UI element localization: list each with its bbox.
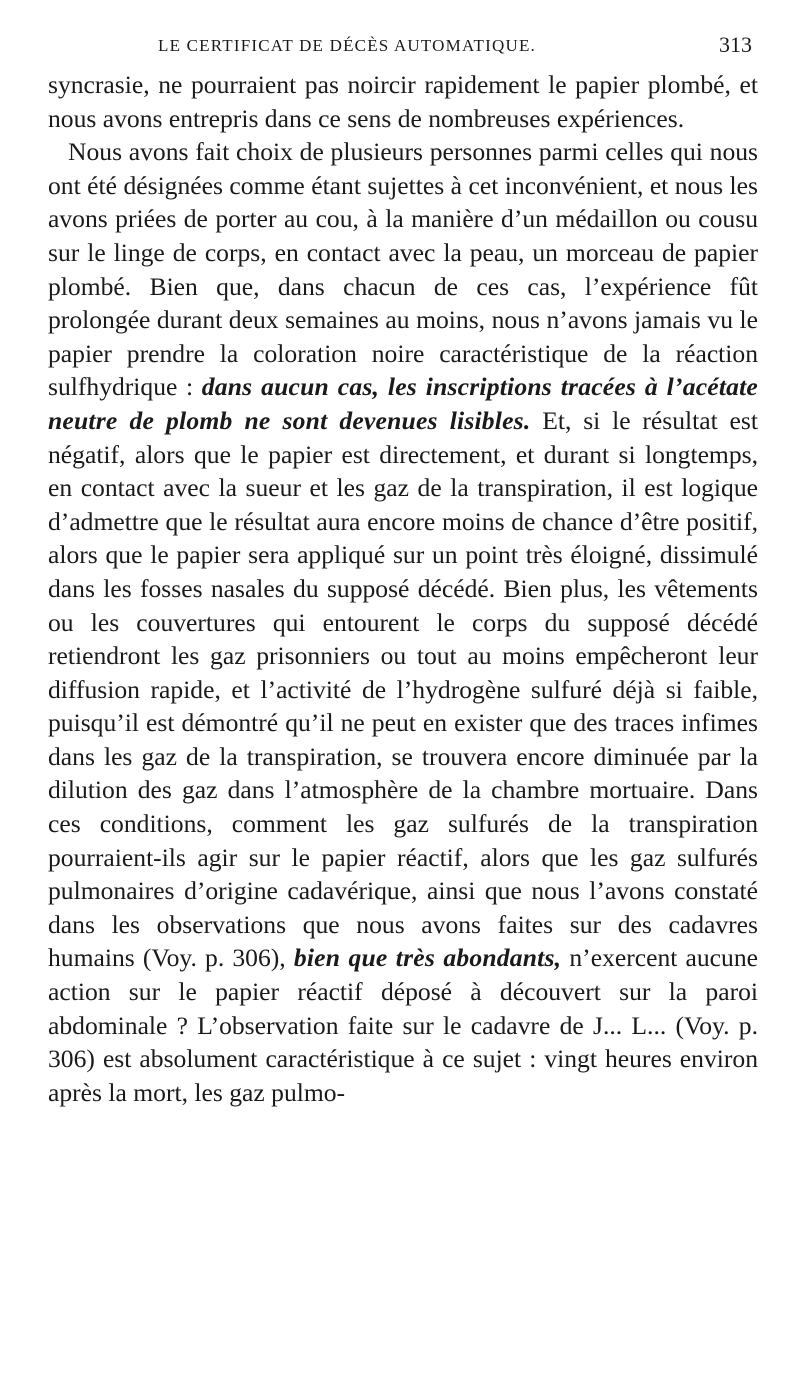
italic-emphasis-result: dans aucun cas, les inscriptions tracées à l’acétate neutre de plomb ne sont devenues lisibles.: [48, 372, 758, 435]
page-number: 313: [719, 32, 752, 57]
paragraph-text-part-3: n’exercent aucune action sur le papier réactif déposé à découvert sur la paroi abdominale ? L’observation faite sur le cadavre de J... L... (Voy. p. 306) est absolument caractéristique à ce sujet : vingt heures environ après la mort, les gaz pulmo-: [48, 943, 758, 1107]
paragraph-experiments: [48, 135, 758, 1109]
paragraph-text-part-1: Nous avons fait choix de plusieurs personnes parmi celles qui nous ont été désignées comme étant sujettes à cet inconvénient, et nous les avons priées de porter au cou, à la manière d’un médaillon ou cousu sur le linge de corps, en contact avec la peau, un morceau de papier plombé. Bien que, dans chacun de ces cas, l’expérience fût prolongée durant deux semaines au moins, nous n’avons jamais vu le papier prendre la coloration noire caractéristique de la réaction sulfhydrique :: [48, 137, 758, 402]
italic-emphasis-abundant: bien que très abondants,: [293, 943, 562, 973]
paragraph-text: syncrasie, ne pourraient pas noircir rapidement le papier plombé, et nous avons entrepris dans ce sens de nombreuses expériences.: [48, 70, 758, 133]
book-page: [48, 28, 758, 1109]
running-head: [48, 28, 758, 68]
paragraph-text-part-2: Et, si le résultat est négatif, alors que le papier est directement, et durant si longtemps, en contact avec la sueur et les gaz de la transpiration, il est logique d’admettre que le résultat aura encore moins de chance d’être positif, alors que le papier sera appliqué sur un point très éloigné, dissimulé dans les fosses nasales du supposé décédé. Bien plus, les vêtements ou les couvertures qui entourent le corps du supposé décédé retiendront les gaz prisonniers ou tout au moins empêcheront leur diffusion rapide, et l’activité de l’hydrogène sulfuré déjà si faible, puisqu’il est démontré qu’il ne peut en exister que des traces infimes dans les gaz de la transpiration, se trouvera encore diminuée par la dilution des gaz dans l’atmosphère de la chambre mortuaire. Dans ces conditions, comment les gaz sulfurés de la transpiration pourraient-ils agir sur le papier réactif, alors que les gaz sulfurés pulmonaires d’origine cadavérique, ainsi que nous l’avons constaté dans les observations que nous avons faites sur des cadavres humains (Voy. p. 306),: [48, 405, 758, 973]
running-title: LE CERTIFICAT DE DÉCÈS AUTOMATIQUE.: [158, 36, 536, 55]
paragraph-continuation: [48, 68, 758, 135]
